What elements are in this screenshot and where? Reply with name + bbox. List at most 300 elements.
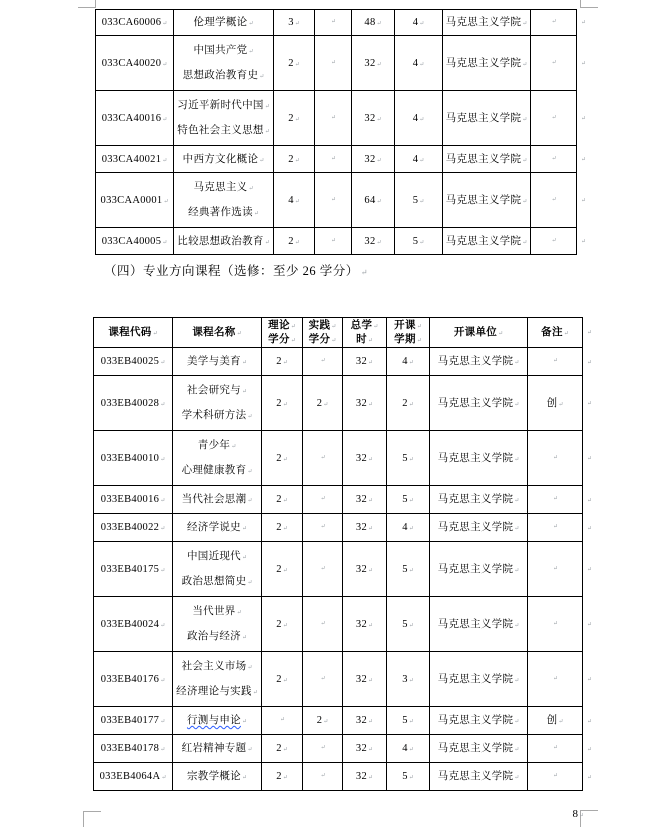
end-of-row-mark-icon: ↵ [587,677,593,683]
end-of-cell-mark-icon: ↵ [162,61,168,68]
end-of-cell-mark-icon: ↵ [551,155,557,162]
header-term [387,317,430,348]
cell-practice-credits [303,486,343,514]
cell-note [528,486,583,514]
cell-text: 特色社会主义思想 [177,125,264,136]
end-of-cell-mark-icon: ↵ [551,196,557,203]
end-of-cell-mark-icon: ↵ [376,21,382,27]
cell-text: 4 [412,112,419,124]
cell-course-name [173,431,262,486]
cell-total-hours [343,376,387,431]
end-of-cell-mark-icon: ↵ [514,747,520,753]
cell-text: 033EB40010 [100,452,160,464]
cell-practice-credits [303,431,343,486]
cell-text: 创 [546,397,558,409]
end-of-cell-mark-icon: ↵ [236,330,242,337]
end-of-cell-mark-icon: ↵ [514,401,520,408]
cell-theory-credits [262,431,303,486]
cell-unit [430,707,528,735]
cell-course-code [93,542,173,597]
end-of-cell-mark-icon: ↵ [419,239,425,246]
end-of-cell-mark-icon: ↵ [514,622,520,629]
end-of-cell-mark-icon: ↵ [367,337,373,344]
end-of-cell-mark-icon: ↵ [282,498,288,504]
cell-term [395,146,443,173]
cell-text: 48 [364,17,376,28]
cell-term [387,597,430,652]
cell-text: 社会主义市场 [181,661,247,672]
cell-term [387,707,430,735]
cell-unit [430,735,528,763]
cell-text: 伦理学概论 [193,17,248,28]
cell-note [528,597,583,652]
cell-text: 3 [288,17,294,28]
end-of-cell-mark-icon: ↵ [162,21,168,27]
end-of-cell-mark-icon: ↵ [368,567,374,574]
text-boundary-mark [580,0,581,7]
cell-text: 033EB40177 [100,715,160,726]
cell-text: 4 [412,153,419,165]
cell-text: 033CA40016 [101,112,162,124]
end-of-cell-mark-icon: ↵ [368,747,374,753]
cell-text: 理论 [268,319,290,331]
end-of-cell-mark-icon: ↵ [264,104,270,110]
end-of-cell-mark-icon: ↵ [514,526,520,532]
cell-text: 政治与经济 [186,631,241,642]
end-of-cell-mark-icon: ↵ [160,456,166,463]
end-of-cell-mark-icon: ↵ [248,49,254,55]
end-of-cell-mark-icon: ↵ [247,665,253,671]
cell-note [528,652,583,707]
cell-practice-credits [303,348,343,376]
cell-text: 5 [402,715,408,726]
cell-practice-credits [315,36,352,91]
end-of-cell-mark-icon: ↵ [376,198,382,205]
cell-text: 2 [276,563,282,575]
end-of-cell-mark-icon: ↵ [330,237,337,244]
end-of-row-mark-icon: ↵ [581,157,587,163]
cell-term [387,542,430,597]
cell-theory-credits [262,486,303,514]
end-of-cell-mark-icon: ↵ [282,526,288,532]
cell-text: 5 [412,235,419,247]
end-of-cell-mark-icon: ↵ [320,454,326,461]
cell-text: 033CA40005 [101,235,162,247]
cell-text: 033CA60006 [101,17,162,28]
cell-unit [430,597,528,652]
end-of-cell-mark-icon: ↵ [294,198,300,205]
cell-note [528,735,583,763]
cell-text: 2 [288,153,294,165]
cell-practice-credits [303,597,343,652]
section-heading-text: （四）专业方向课程（选修：至少 26 学分） [104,264,359,278]
end-of-cell-mark-icon: ↵ [514,360,520,366]
end-of-cell-mark-icon: ↵ [331,323,337,330]
cell-theory-credits [274,91,315,146]
text-boundary-mark [78,7,96,8]
end-of-cell-mark-icon: ↵ [552,773,559,779]
end-of-cell-mark-icon: ↵ [522,61,528,68]
cell-unit [443,228,531,255]
end-of-cell-mark-icon: ↵ [522,198,528,205]
cell-text: 2 [276,522,282,533]
cell-course-code [95,228,174,255]
cell-text: 32 [364,57,376,69]
end-of-cell-mark-icon: ↵ [368,526,374,532]
end-of-row-mark-icon: ↵ [581,20,587,26]
cell-text: 实践 [308,319,331,331]
cell-text: 32 [355,522,368,533]
cell-course-name [173,707,262,735]
cell-total-hours [352,228,395,255]
cell-text: 32 [355,618,368,630]
cell-text: 2 [276,452,282,464]
cell-text: 经济学说史 [186,522,241,533]
cell-unit [430,542,528,597]
end-of-cell-mark-icon: ↵ [323,401,329,408]
end-of-cell-mark-icon: ↵ [552,358,559,364]
cell-text: 4 [412,57,419,69]
cell-text: 033CA40020 [101,57,162,69]
cell-practice-credits [315,146,352,173]
end-of-cell-mark-icon: ↵ [247,580,253,586]
end-of-cell-mark-icon: ↵ [320,524,326,530]
cell-unit [443,173,531,228]
cell-text: 4 [402,743,408,754]
end-of-cell-mark-icon: ↵ [160,498,166,504]
end-of-cell-mark-icon: ↵ [330,114,337,121]
cell-text: 033EB40176 [100,673,160,685]
end-of-cell-mark-icon: ↵ [563,330,569,337]
cell-course-code [95,9,174,36]
end-of-cell-mark-icon: ↵ [552,496,559,502]
end-of-cell-mark-icon: ↵ [247,498,253,504]
end-of-cell-mark-icon: ↵ [248,186,254,192]
cell-course-code [93,514,173,542]
cell-course-code [93,707,173,735]
cell-total-hours [352,36,395,91]
cell-text: 学分 [308,333,331,345]
cell-text: 2 [316,397,323,409]
paragraph-mark-icon: ↵ [360,268,368,277]
cell-practice-credits [315,173,352,228]
end-of-cell-mark-icon: ↵ [248,21,254,27]
end-of-cell-mark-icon: ↵ [259,74,265,80]
end-of-cell-mark-icon: ↵ [408,401,414,408]
cell-text: 2 [402,397,408,409]
cell-theory-credits [274,228,315,255]
end-of-row-mark-icon: ↵ [581,239,587,245]
end-of-cell-mark-icon: ↵ [551,237,557,244]
cell-note [531,146,577,173]
cell-unit [443,91,531,146]
cell-text: 32 [355,743,368,754]
end-of-cell-mark-icon: ↵ [408,498,414,504]
table-row [93,348,592,376]
end-of-row-mark-icon: ↵ [587,359,593,366]
end-of-cell-mark-icon: ↵ [368,719,374,725]
cell-term [387,486,430,514]
cell-text: 4 [412,17,419,28]
table-row [95,36,586,91]
end-of-cell-mark-icon: ↵ [330,59,337,66]
cell-unit [430,376,528,431]
table-row [93,763,592,791]
end-of-cell-mark-icon: ↵ [368,677,374,684]
cell-text: 2 [276,494,282,505]
cell-text: 青少年 [197,440,231,451]
cell-course-name [173,735,262,763]
end-of-cell-mark-icon: ↵ [419,21,425,27]
cell-text: 习近平新时代中国 [177,100,264,111]
cell-text: 宗教学概论 [186,771,241,782]
header-practice-credits [303,317,343,348]
cell-theory-credits [262,514,303,542]
cell-text: 2 [276,771,282,782]
cell-text: 马克思主义学院 [437,452,514,464]
end-of-cell-mark-icon: ↵ [514,677,520,684]
cell-practice-credits [303,735,343,763]
cell-text: 思想政治教育史 [182,70,259,81]
end-of-cell-mark-icon: ↵ [373,323,379,330]
table-row [95,228,586,255]
end-of-cell-mark-icon: ↵ [320,565,326,572]
cell-text: 033EB40016 [100,494,160,505]
header-unit [430,317,528,348]
end-of-cell-mark-icon: ↵ [551,59,557,66]
cell-text: 5 [402,771,408,782]
end-of-cell-mark-icon: ↵ [514,498,520,504]
cell-text: 马克思主义学院 [437,522,514,533]
cell-text: 中国近现代 [186,551,241,562]
cell-note [528,431,583,486]
text-boundary-mark [83,811,84,827]
end-of-cell-mark-icon: ↵ [376,116,382,123]
cell-total-hours [343,597,387,652]
end-of-cell-mark-icon: ↵ [236,610,242,616]
end-of-cell-mark-icon: ↵ [241,389,248,395]
end-of-cell-mark-icon: ↵ [290,323,296,330]
cell-course-name [174,146,274,173]
cell-unit [430,763,528,791]
cell-total-hours [352,173,395,228]
cell-text: 经济理论与实践 [176,686,252,697]
cell-text: 当代社会思潮 [181,494,247,505]
end-of-cell-mark-icon: ↵ [419,116,425,123]
end-of-cell-mark-icon: ↵ [160,401,166,408]
end-of-cell-mark-icon: ↵ [231,444,237,450]
end-of-cell-mark-icon: ↵ [294,21,300,27]
cell-text: 2 [288,112,294,124]
cell-text: 政治思想简史 [181,576,247,587]
cell-note [528,376,583,431]
cell-unit [430,514,528,542]
cell-course-name [173,486,262,514]
end-of-cell-mark-icon: ↵ [419,157,425,164]
cell-text: 64 [364,194,376,206]
end-of-cell-mark-icon: ↵ [551,114,557,121]
cell-text: 4 [402,522,408,533]
cell-text: 比较思想政治教育 [177,235,264,247]
cell-total-hours [343,707,387,735]
cell-total-hours [343,542,387,597]
cell-text: 32 [355,673,368,685]
cell-course-name [174,173,274,228]
cell-theory-credits [274,146,315,173]
end-of-cell-mark-icon: ↵ [320,620,326,627]
cell-term [387,431,430,486]
cell-text: 学术科研方法 [181,410,247,421]
end-of-cell-mark-icon: ↵ [552,524,559,530]
cell-text: 2 [276,397,282,409]
cell-text: 32 [355,494,368,505]
end-of-cell-mark-icon: ↵ [162,239,168,246]
end-of-row-mark-icon: ↵ [587,497,593,504]
cell-text: 课程名称 [192,326,236,338]
end-of-row-mark-icon: ↵ [587,774,593,781]
cell-total-hours [352,146,395,173]
text-boundary-mark [580,7,598,8]
end-of-cell-mark-icon: ↵ [522,21,528,27]
end-of-cell-mark-icon: ↵ [282,360,288,366]
cell-text: 5 [402,452,408,464]
table-row [95,9,586,36]
cell-course-code [93,652,173,707]
end-of-cell-mark-icon: ↵ [294,157,300,164]
end-of-row-mark-icon: ↵ [587,718,593,725]
cell-practice-credits [315,228,352,255]
cell-text: 033EB40028 [100,397,160,409]
end-of-cell-mark-icon: ↵ [160,526,166,532]
end-of-cell-mark-icon: ↵ [282,775,288,781]
cell-course-code [93,597,173,652]
table-row [93,431,592,486]
end-of-cell-mark-icon: ↵ [163,198,169,205]
cell-note [528,763,583,791]
end-of-cell-mark-icon: ↵ [252,690,258,696]
cell-text: 32 [355,563,368,575]
cell-note [531,36,577,91]
end-of-cell-mark-icon: ↵ [330,196,337,203]
table-row [93,514,592,542]
end-of-cell-mark-icon: ↵ [320,358,326,364]
end-of-cell-mark-icon: ↵ [551,19,557,25]
cell-course-code [93,763,173,791]
cell-note [528,542,583,597]
end-of-cell-mark-icon: ↵ [160,719,166,725]
cell-practice-credits [303,376,343,431]
end-of-cell-mark-icon: ↵ [282,747,288,753]
cell-text: 2 [288,57,294,69]
header-theory-credits [262,317,303,348]
table-row [93,652,592,707]
cell-text: 马克思主义学院 [437,618,514,630]
cell-total-hours [343,735,387,763]
end-of-cell-mark-icon: ↵ [320,745,326,751]
section-heading [104,261,368,279]
cell-unit [443,146,531,173]
cell-unit [430,486,528,514]
end-of-row-mark-icon: ↵ [587,622,593,628]
cell-total-hours [343,348,387,376]
page-number: 8 [572,808,578,820]
end-of-cell-mark-icon: ↵ [320,675,326,682]
end-of-cell-mark-icon: ↵ [408,677,414,684]
cell-text: 033EB40178 [100,743,160,754]
cell-text: 马克思主义 [193,182,248,193]
cell-course-name [173,376,262,431]
end-of-cell-mark-icon: ↵ [408,622,414,629]
end-of-cell-mark-icon: ↵ [241,555,248,561]
end-of-cell-mark-icon: ↵ [282,456,288,463]
cell-theory-credits [262,735,303,763]
cell-course-code [93,376,173,431]
cell-course-code [93,348,173,376]
cell-text: 总学 [350,319,373,331]
end-of-cell-mark-icon: ↵ [282,567,288,574]
end-of-cell-mark-icon: ↵ [290,337,296,344]
end-of-cell-mark-icon: ↵ [408,456,414,463]
table-row [93,542,592,597]
cell-practice-credits [303,514,343,542]
end-of-cell-mark-icon: ↵ [241,360,248,366]
end-of-cell-mark-icon: ↵ [498,330,504,337]
cell-note [531,9,577,36]
end-of-cell-mark-icon: ↵ [368,360,374,366]
cell-text: 3 [402,673,408,685]
cell-unit [430,431,528,486]
cell-course-code [95,173,174,228]
cell-text: 2 [276,356,282,367]
end-of-cell-mark-icon: ↵ [160,677,166,684]
end-of-cell-mark-icon: ↵ [419,198,425,205]
cell-text: 32 [355,356,368,367]
cell-text: 马克思主义学院 [445,153,522,165]
cell-text: 马克思主义学院 [445,57,522,69]
cell-course-name [173,348,262,376]
cell-text: 5 [402,494,408,505]
cell-text: 开课单位 [453,326,498,338]
end-of-cell-mark-icon: ↵ [323,719,329,725]
end-of-cell-mark-icon: ↵ [416,337,422,344]
cell-text: 32 [355,715,368,726]
table-row [95,146,586,173]
cell-unit [443,9,531,36]
end-of-cell-mark-icon: ↵ [514,775,520,781]
end-of-cell-mark-icon: ↵ [558,401,564,408]
end-of-cell-mark-icon: ↵ [160,567,166,574]
cell-term [387,514,430,542]
cell-text: 5 [402,563,408,575]
end-of-row-mark-icon: ↵ [581,198,587,204]
end-of-cell-mark-icon: ↵ [408,526,414,532]
cell-theory-credits [262,597,303,652]
cell-total-hours [352,91,395,146]
cell-text: 32 [355,397,368,409]
cell-text: 2 [276,743,282,754]
cell-text: 开课 [394,319,416,331]
header-course-name [173,317,262,348]
cell-unit [430,348,528,376]
end-of-cell-mark-icon: ↵ [419,61,425,68]
cell-text: 马克思主义学院 [437,494,514,505]
end-of-cell-mark-icon: ↵ [514,456,520,463]
cell-practice-credits [303,542,343,597]
text-boundary-mark [83,811,101,812]
end-of-cell-mark-icon: ↵ [368,498,374,504]
cell-course-code [93,486,173,514]
cell-text: 2 [316,715,323,726]
